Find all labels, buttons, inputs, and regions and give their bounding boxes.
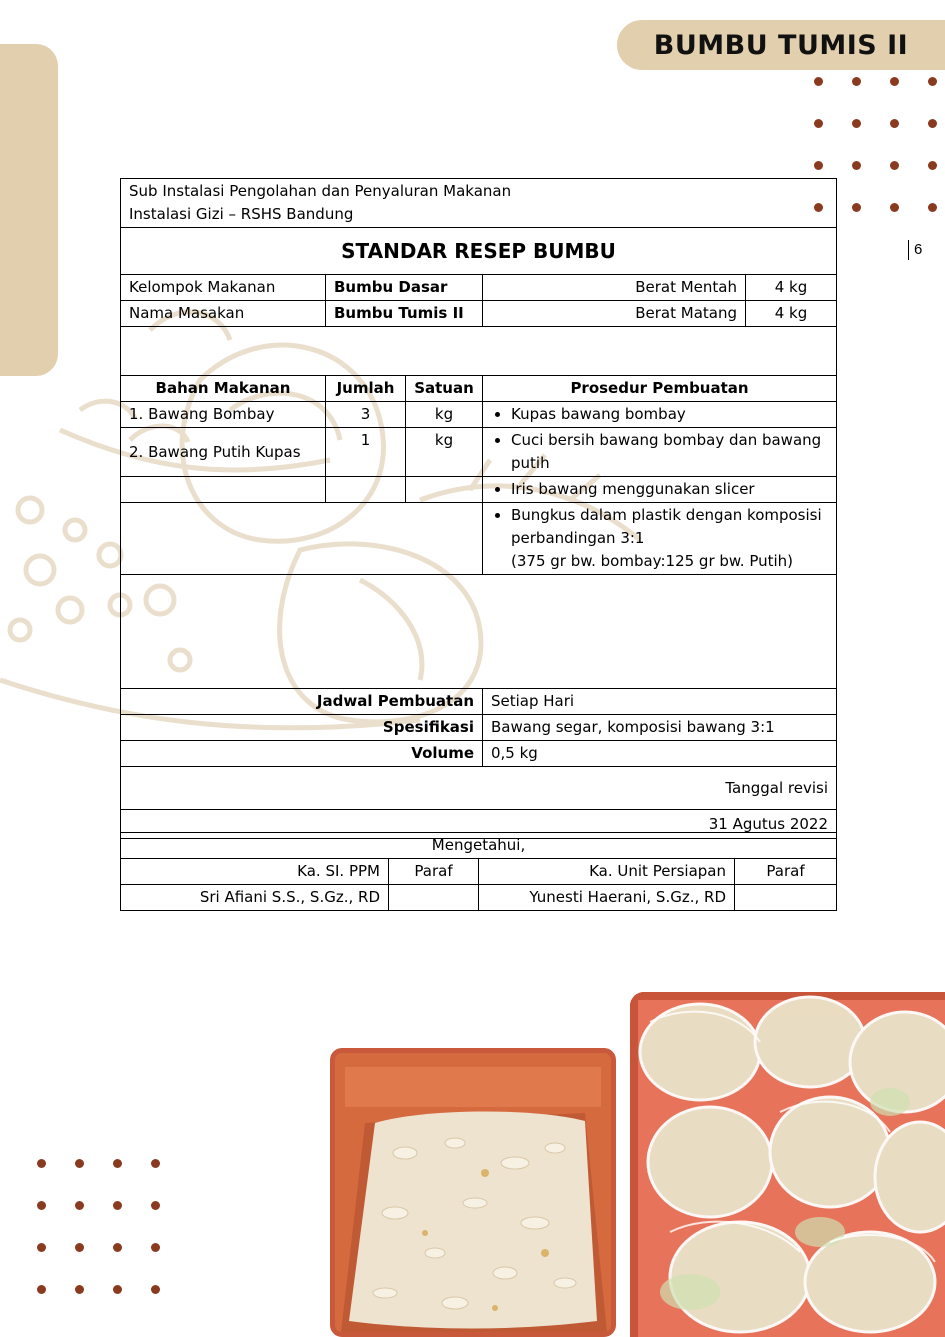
header-banner (617, 20, 945, 70)
photo-onion-packets (630, 992, 945, 1337)
berat-mentah-label: Berat Mentah (483, 275, 746, 301)
procedure-step (483, 402, 837, 428)
empty-cell (406, 477, 483, 503)
procedure-step (483, 428, 837, 477)
role-ka-unit-persiapan: Ka. Unit Persiapan (479, 859, 735, 885)
role-ka-si-ppm: Ka. SI. PPM (121, 859, 389, 885)
recipe-table (120, 178, 837, 839)
page-title: BUMBU TUMIS II (653, 29, 909, 61)
procedure-step (483, 477, 837, 503)
spesifikasi-label: Spesifikasi (121, 715, 483, 741)
procedure-step (483, 503, 837, 575)
mengetahui-label: Mengetahui, (121, 833, 837, 859)
signer-name-1: Sri Afiani S.S., S.Gz., RD (121, 885, 389, 911)
approval-table (120, 832, 837, 911)
jadwal-value: Setiap Hari (483, 689, 837, 715)
kelompok-label: Kelompok Makanan (121, 275, 326, 301)
signature-box-1 (389, 885, 479, 911)
procedure-step-text: • Cuci bersih bawang bombay dan bawang putih (511, 429, 828, 475)
sliced-onions-image (335, 1053, 611, 1332)
ingredient-qty: 3 (326, 402, 406, 428)
ingredient-qty: 1 (326, 428, 406, 477)
procedure-step-text: • Iris bawang menggunakan slicer (511, 478, 828, 501)
org-line-2: Instalasi Gizi – RSHS Bandung (129, 205, 354, 223)
procedure-step-text: • Kupas bawang bombay (511, 403, 828, 426)
volume-label: Volume (121, 741, 483, 767)
col-header-satuan: Satuan (406, 376, 483, 402)
revision-date: 31 Agutus 2022 (121, 810, 837, 839)
photo-sliced-onions (330, 1048, 616, 1337)
ingredient-name: 1. Bawang Bombay (121, 402, 326, 428)
ingredient-unit: kg (406, 428, 483, 477)
nama-masakan-value: Bumbu Tumis II (326, 301, 483, 327)
paraf-label-2: Paraf (735, 859, 837, 885)
empty-cell (121, 503, 483, 575)
empty-cell (121, 477, 326, 503)
spacer-row (121, 327, 837, 376)
paraf-label-1: Paraf (389, 859, 479, 885)
ingredient-unit: kg (406, 402, 483, 428)
jadwal-label: Jadwal Pembuatan (121, 689, 483, 715)
col-header-bahan: Bahan Makanan (121, 376, 326, 402)
berat-mentah-value: 4 kg (746, 275, 837, 301)
revision-label: Tanggal revisi (121, 767, 837, 810)
procedure-step-line: • Bungkus dalam plastik dengan komposisi perbandingan 3:1 (511, 506, 822, 547)
berat-matang-value: 4 kg (746, 301, 837, 327)
onion-packets-image (630, 992, 945, 1337)
volume-value: 0,5 kg (483, 741, 837, 767)
org-line-1: Sub Instalasi Pengolahan dan Penyaluran Makanan (129, 182, 512, 200)
empty-cell (326, 477, 406, 503)
kelompok-value: Bumbu Dasar (326, 275, 483, 301)
page-number: 6 (908, 240, 922, 260)
col-header-jumlah: Jumlah (326, 376, 406, 402)
procedure-step-line: (375 gr bw. bombay:125 gr bw. Putih) (511, 552, 794, 570)
procedure-step-text (511, 504, 828, 573)
spesifikasi-value: Bawang segar, komposisi bawang 3:1 (483, 715, 837, 741)
spacer-row (121, 575, 837, 689)
nama-masakan-label: Nama Masakan (121, 301, 326, 327)
berat-matang-label: Berat Matang (483, 301, 746, 327)
ingredient-name: 2. Bawang Putih Kupas (121, 428, 326, 477)
signer-name-2: Yunesti Haerani, S.Gz., RD (479, 885, 735, 911)
dot-pattern-bottom (37, 1159, 160, 1294)
signature-box-2 (735, 885, 837, 911)
col-header-prosedur: Prosedur Pembuatan (483, 376, 837, 402)
document-title: STANDAR RESEP BUMBU (121, 228, 837, 275)
organization-header (121, 179, 837, 228)
